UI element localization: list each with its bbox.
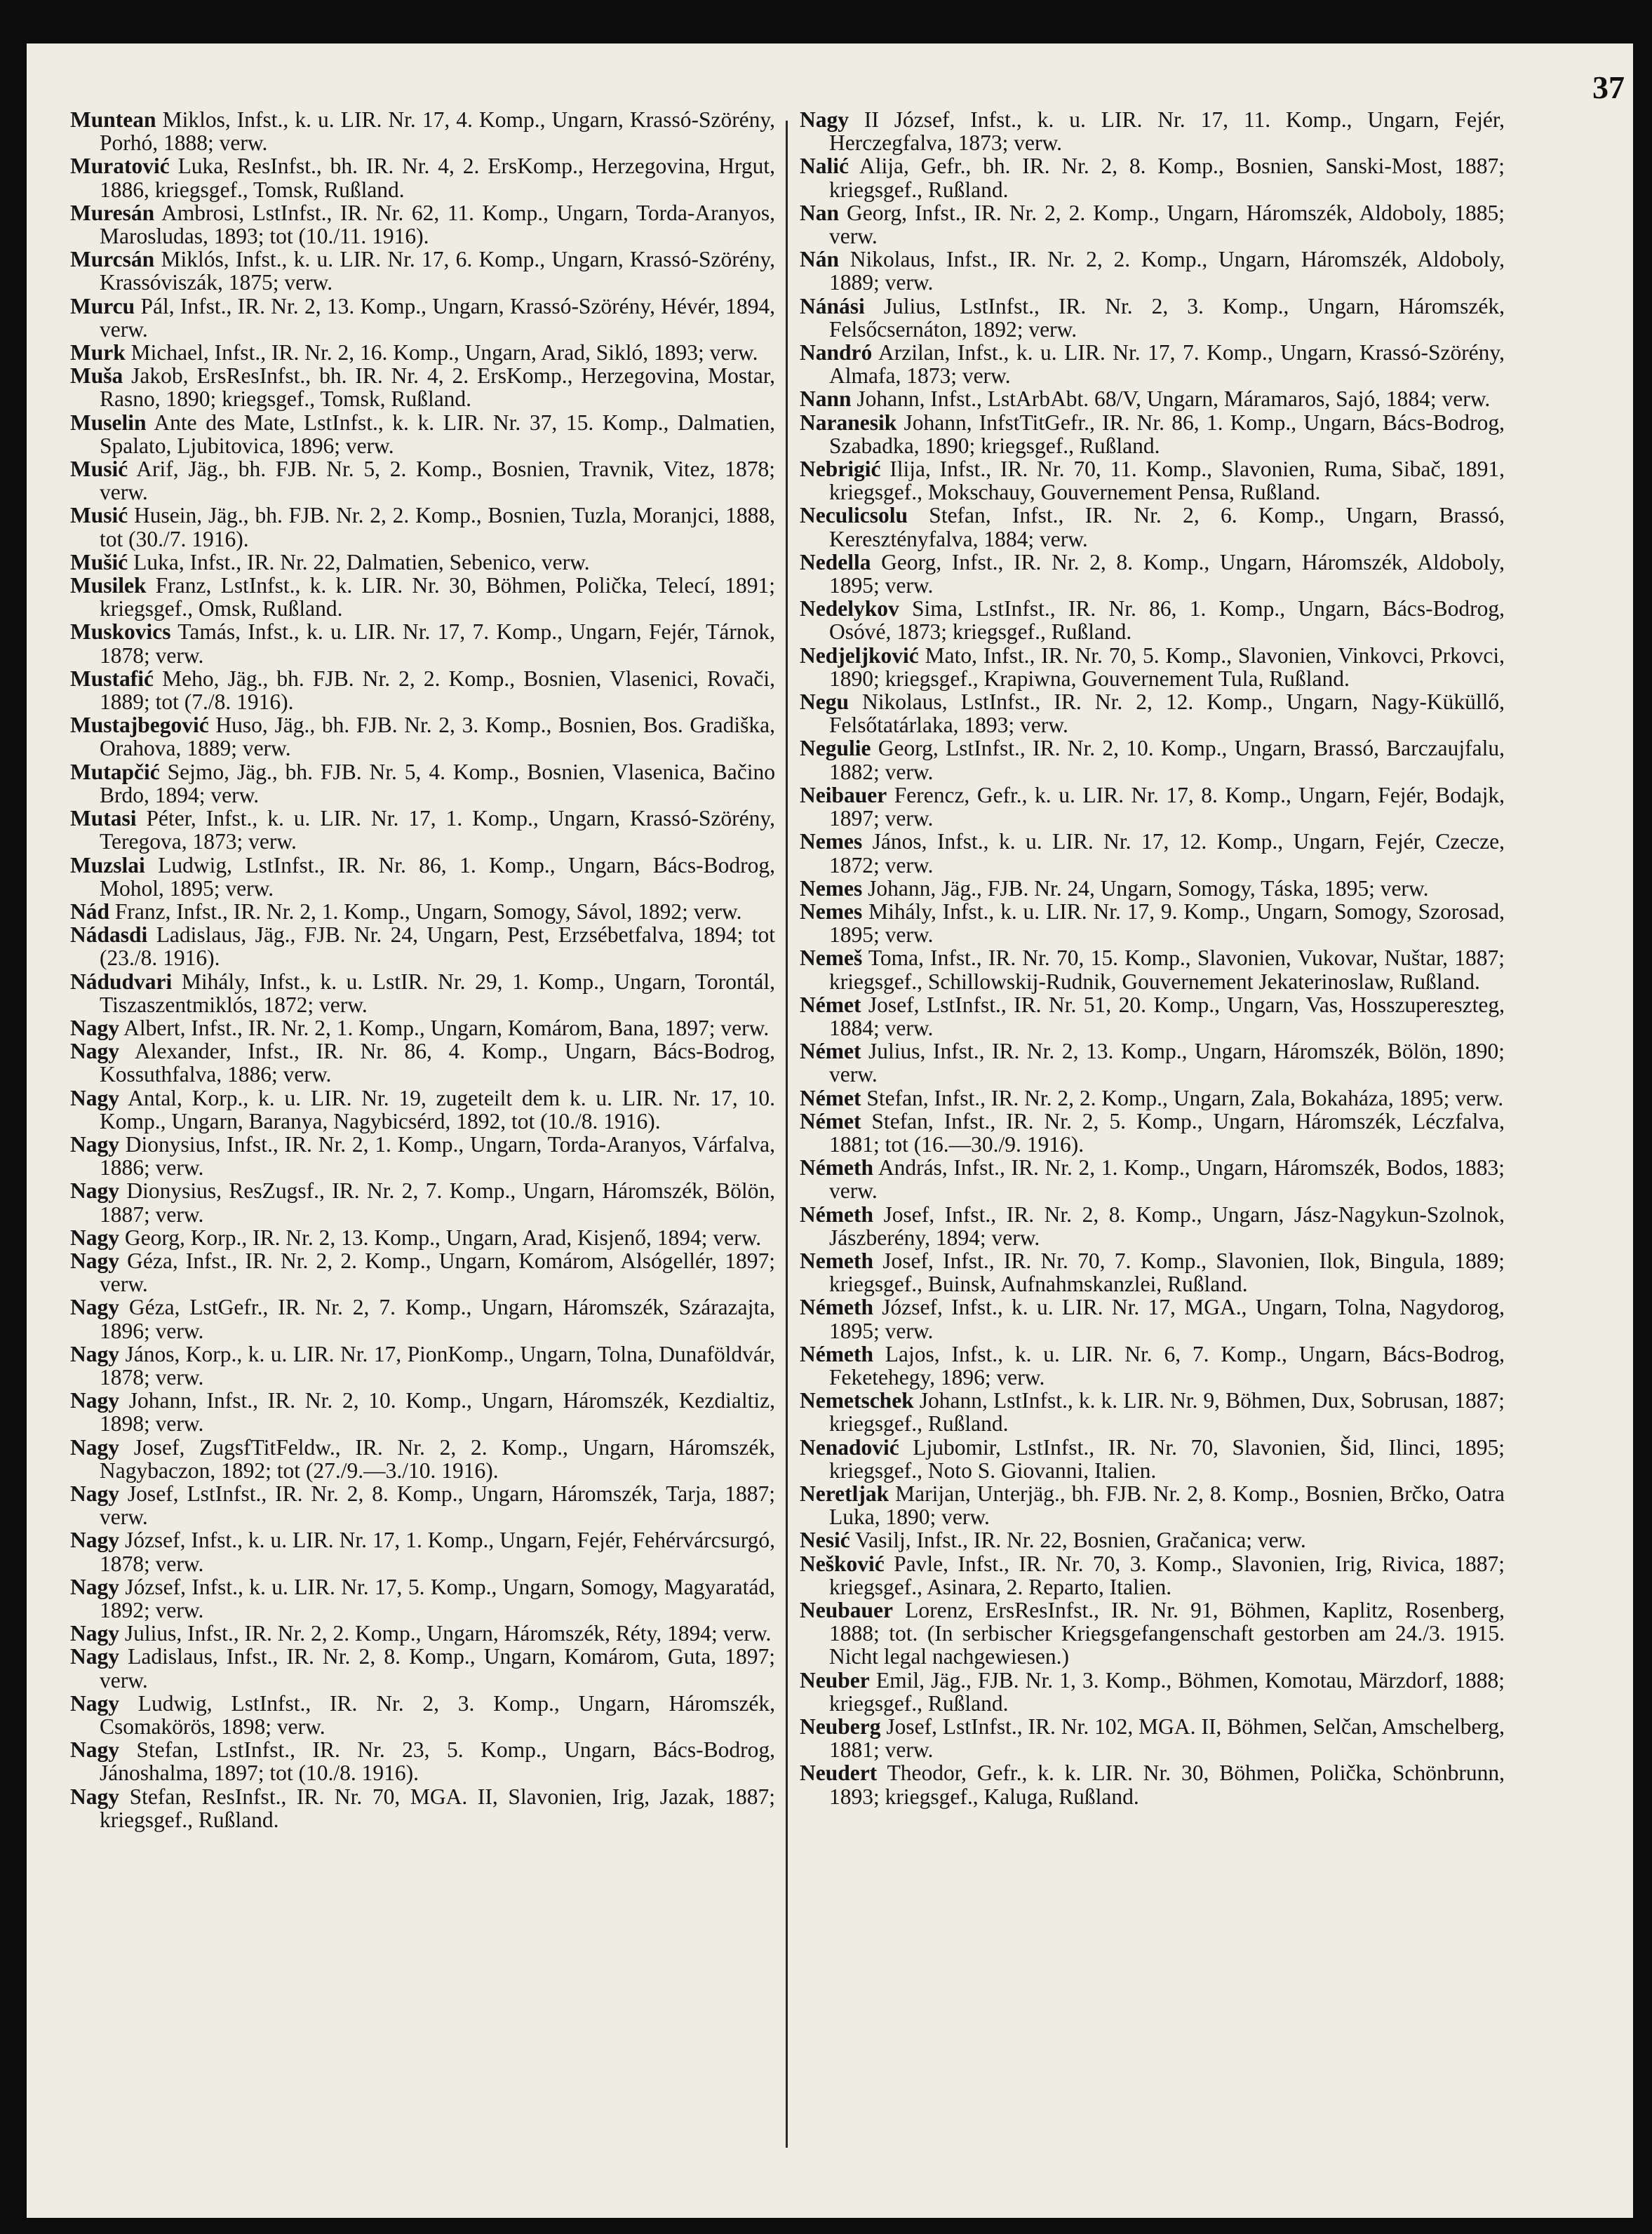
entry-surname: Nádasdi (70, 922, 148, 948)
entry-surname: Nalić (800, 154, 849, 179)
entry-details: Ladislaus, Jäg., FJB. Nr. 24, Ungarn, Pest, Erzsébetfalva, 1894; tot (23./8. 1916). (100, 922, 775, 971)
entry-details: Ilija, Infst., IR. Nr. 70, 11. Komp., Slavonien, Ruma, Sibač, 1891, kriegsgef., Mokschauy, Gouvernement Pensa, Rußland. (829, 457, 1505, 505)
entry-surname: Nagy (70, 1621, 119, 1646)
entry-details: Miklós, Infst., k. u. LIR. Nr. 17, 6. Komp., Ungarn, Krassó-Szörény, Krassóviszák, 1875; verw. (100, 247, 775, 295)
entry-details: Ferencz, Gefr., k. u. LIR. Nr. 17, 8. Komp., Ungarn, Fejér, Bodajk, 1897; verw. (829, 782, 1505, 831)
entry-surname: Nedella (800, 549, 871, 574)
entry-details: Arif, Jäg., bh. FJB. Nr. 5, 2. Komp., Bosnien, Travnik, Vitez, 1878; verw. (100, 457, 775, 505)
entry-details: Theodor, Gefr., k. k. LIR. Nr. 30, Böhmen, Polička, Schönbrunn, 1893; kriegsgef., Kaluga, Rußland. (829, 1761, 1505, 1809)
register-entry (800, 1249, 1505, 1296)
entry-details: Georg, Infst., IR. Nr. 2, 8. Komp., Ungarn, Háromszék, Aldoboly, 1895; verw. (829, 549, 1505, 598)
register-entry (800, 1343, 1505, 1389)
entry-details: Meho, Jäg., bh. FJB. Nr. 2, 2. Komp., Bosnien, Vlasenici, Rovači, 1889; tot (7./8. 1916). (100, 666, 775, 715)
entry-surname: Nagy (70, 1039, 119, 1064)
entry-surname: Nemeš (800, 946, 863, 971)
entry-surname: Nemes (800, 829, 863, 854)
entry-details: Huso, Jäg., bh. FJB. Nr. 2, 3. Komp., Bosnien, Bos. Gradiška, Orahova, 1889; verw. (100, 713, 775, 761)
entry-details: Pál, Infst., IR. Nr. 2, 13. Komp., Ungarn, Krassó-Szörény, Hévér, 1894, verw. (100, 293, 775, 342)
register-entry (70, 713, 775, 760)
entry-surname: Nandró (800, 340, 873, 365)
entry-surname: Német (800, 1085, 861, 1110)
entry-surname: Németh (800, 1341, 873, 1366)
left-column (70, 108, 775, 1831)
register-entry (800, 248, 1505, 294)
entry-details: II József, Infst., k. u. LIR. Nr. 17, 11. Komp., Ungarn, Fejér, Herczegfalva, 1873; verw. (829, 107, 1505, 156)
entry-surname: Nagy (800, 107, 849, 132)
entry-details: Julius, Infst., IR. Nr. 2, 13. Komp., Ungarn, Háromszék, Bölön, 1890; verw. (829, 1039, 1505, 1087)
register-entry (70, 1249, 775, 1296)
entry-details: Géza, LstGefr., IR. Nr. 2, 7. Komp., Ungarn, Háromszék, Szárazajta, 1896; verw. (100, 1295, 775, 1343)
register-entry (70, 411, 775, 457)
entry-surname: Német (800, 1108, 861, 1133)
register-entry (800, 644, 1505, 690)
register-entry (70, 295, 775, 341)
register-entry (70, 1622, 775, 1645)
entry-surname: Neibauer (800, 782, 887, 807)
entry-surname: Nagy (70, 1341, 119, 1366)
entry-details: Josef, ZugsfTitFeldw., IR. Nr. 2, 2. Komp., Ungarn, Háromszék, Nagybaczon, 1892; tot (27./9.—3./10. 1916). (100, 1434, 775, 1483)
entry-details: Ljubomir, LstInfst., IR. Nr. 70, Slavonien, Šid, Ilinci, 1895; kriegsgef., Noto S. Giovanni, Italien. (829, 1434, 1505, 1483)
entry-surname: Nagy (70, 1784, 119, 1809)
entry-details: Franz, Infst., IR. Nr. 2, 1. Komp., Ungarn, Somogy, Sávol, 1892; verw. (109, 899, 742, 924)
register-entry (800, 1039, 1505, 1086)
register-entry (800, 1715, 1505, 1761)
entry-details: Julius, LstInfst., IR. Nr. 2, 3. Komp., Ungarn, Háromszék, Felsőcsernáton, 1892; verw. (829, 293, 1505, 342)
document-page (27, 43, 1633, 2218)
entry-surname: Negulie (800, 736, 871, 761)
register-entry (800, 154, 1505, 201)
entry-details: Emil, Jäg., FJB. Nr. 1, 3. Komp., Böhmen, Komotau, Märzdorf, 1888; kriegsgef., Rußland. (829, 1667, 1505, 1716)
register-entry (70, 1296, 775, 1342)
entry-surname: Nagy (70, 1737, 119, 1763)
entry-details: Ladislaus, Infst., IR. Nr. 2, 8. Komp., Ungarn, Komárom, Guta, 1897; verw. (100, 1644, 775, 1693)
entry-details: Josef, LstInfst., IR. Nr. 51, 20. Komp., Ungarn, Vas, Hosszupereszteg, 1884; verw. (829, 992, 1505, 1040)
entry-surname: Nemes (800, 875, 863, 901)
register-entry (800, 1203, 1505, 1249)
entry-details: Johann, Infst., LstArbAbt. 68/V, Ungarn, Máramaros, Sajó, 1884; verw. (851, 386, 1491, 412)
entry-surname: Nann (800, 386, 852, 412)
entry-surname: Németh (800, 1295, 873, 1320)
entry-surname: Murcsán (70, 247, 155, 272)
register-entry (800, 551, 1505, 597)
entry-surname: Muša (70, 363, 123, 389)
entry-surname: Mustajbegović (70, 713, 209, 738)
entry-surname: Nagy (70, 1015, 119, 1040)
entry-surname: Nagy (70, 1574, 119, 1599)
entry-details: János, Korp., k. u. LIR. Nr. 17, PionKomp., Ungarn, Tolna, Dunaföldvár, 1878; verw. (100, 1341, 775, 1389)
entry-surname: Muresán (70, 200, 155, 225)
register-entry (800, 946, 1505, 992)
entry-details: Péter, Infst., k. u. LIR. Nr. 17, 1. Komp., Ungarn, Krassó-Szörény, Teregova, 1873; verw. (100, 806, 775, 854)
register-entry (70, 154, 775, 201)
entry-surname: Neudert (800, 1761, 878, 1786)
entry-details: Ludwig, LstInfst., IR. Nr. 86, 1. Komp., Ungarn, Bács-Bodrog, Mohol, 1895; verw. (100, 852, 775, 901)
register-entry (70, 1016, 775, 1039)
entry-details: Jakob, ErsResInfst., bh. IR. Nr. 4, 2. ErsKomp., Herzegovina, Mostar, Rasno, 1890; kriegsgef., Tomsk, Rußland. (100, 363, 775, 412)
entry-details: Arzilan, Infst., k. u. LIR. Nr. 17, 7. Komp., Ungarn, Krassó-Szörény, Almafa, 1873; verw. (829, 340, 1505, 389)
register-entry (70, 667, 775, 713)
entry-details: Sejmo, Jäg., bh. FJB. Nr. 5, 4. Komp., Bosnien, Vlasenica, Bačino Brdo, 1894; verw. (100, 759, 775, 807)
entry-surname: Nádudvari (70, 969, 173, 994)
entry-details: Johann, Infst., IR. Nr. 2, 10. Komp., Ungarn, Háromszék, Kezdialtiz, 1898; verw. (100, 1388, 775, 1436)
entry-details: Luka, ResInfst., bh. IR. Nr. 4, 2. ErsKomp., Herzegovina, Hrgut, 1886, kriegsgef., Tomsk, Rußland. (100, 154, 775, 202)
register-entry (800, 341, 1505, 387)
register-entry (70, 108, 775, 154)
register-entry (70, 248, 775, 294)
register-entry (800, 387, 1505, 410)
entry-details: Albert, Infst., IR. Nr. 2, 1. Komp., Ungarn, Komárom, Bana, 1897; verw. (119, 1015, 770, 1040)
entry-details: Nikolaus, Infst., IR. Nr. 2, 2. Komp., Ungarn, Háromszék, Aldoboly, 1889; verw. (829, 247, 1505, 295)
entry-details: Johann, Jäg., FJB. Nr. 24, Ungarn, Somogy, Táska, 1895; verw. (862, 875, 1429, 901)
entry-details: Lajos, Infst., k. u. LIR. Nr. 6, 7. Komp., Ungarn, Bács-Bodrog, Feketehegy, 1896; verw. (829, 1341, 1505, 1389)
register-entry (800, 201, 1505, 248)
register-entry (70, 854, 775, 900)
entry-surname: Nemes (800, 899, 863, 924)
entry-details: Luka, Infst., IR. Nr. 22, Dalmatien, Sebenico, verw. (128, 549, 590, 574)
entry-surname: Nan (800, 200, 840, 225)
entry-details: János, Infst., k. u. LIR. Nr. 17, 12. Komp., Ungarn, Fejér, Czecze, 1872; verw. (829, 829, 1505, 877)
register-entry (70, 1039, 775, 1086)
register-entry (70, 1436, 775, 1482)
register-entry (70, 504, 775, 550)
entry-details: Ambrosi, LstInfst., IR. Nr. 62, 11. Komp., Ungarn, Torda-Aranyos, Marosludas, 1893; tot (10./11. 1916). (100, 200, 775, 249)
entry-surname: Negu (800, 689, 849, 715)
register-entry (800, 1552, 1505, 1599)
register-entry (800, 1482, 1505, 1528)
entry-surname: Musić (70, 457, 128, 482)
register-entry (70, 1086, 775, 1133)
entry-surname: Naranesik (800, 410, 897, 435)
register-entry (800, 597, 1505, 643)
entry-details: Georg, Korp., IR. Nr. 2, 13. Komp., Ungarn, Arad, Kisjenő, 1894; verw. (119, 1225, 762, 1250)
register-entry (800, 736, 1505, 783)
register-entry (70, 620, 775, 666)
entry-surname: Murk (70, 340, 126, 365)
register-entry (800, 1389, 1505, 1435)
register-entry (800, 1436, 1505, 1482)
entry-surname: Nánási (800, 293, 865, 318)
entry-details: Stefan, LstInfst., IR. Nr. 23, 5. Komp., Ungarn, Bács-Bodrog, Jánoshalma, 1897; tot (10./8. 1916). (100, 1737, 775, 1786)
entry-surname: Nagy (70, 1295, 119, 1320)
entry-details: Stefan, Infst., IR. Nr. 2, 5. Komp., Ungarn, Háromszék, Léczfalva, 1881; tot (16.—30./9. 1916). (829, 1108, 1505, 1157)
entry-details: Stefan, Infst., IR. Nr. 2, 2. Komp., Ungarn, Zala, Bokaháza, 1895; verw. (861, 1085, 1504, 1110)
register-entry (70, 1389, 775, 1435)
entry-surname: Nemetschek (800, 1388, 914, 1413)
entry-surname: Mušić (70, 549, 128, 574)
register-entry (800, 504, 1505, 550)
entry-details: Alija, Gefr., bh. IR. Nr. 2, 8. Komp., Bosnien, Sanski-Most, 1887; kriegsgef., Rußland. (829, 154, 1505, 202)
entry-surname: Nagy (70, 1131, 119, 1157)
entry-surname: Muntean (70, 107, 156, 132)
register-entry (800, 457, 1505, 504)
register-entry (70, 760, 775, 807)
register-entry (70, 807, 775, 853)
register-entry (800, 1599, 1505, 1669)
entry-details: Stefan, Infst., IR. Nr. 2, 6. Komp., Ungarn, Brassó, Keresztényfalva, 1884; verw. (829, 503, 1505, 551)
register-entry (70, 1692, 775, 1738)
entry-surname: Mutapčić (70, 759, 160, 784)
entry-details: József, Infst., k. u. LIR. Nr. 17, 5. Komp., Ungarn, Somogy, Magyaratád, 1892; verw. (100, 1574, 775, 1622)
entry-surname: Németh (800, 1202, 873, 1227)
entry-details: Husein, Jäg., bh. FJB. Nr. 2, 2. Komp., Bosnien, Tuzla, Moranjci, 1888, tot (30./7. 1916). (100, 503, 775, 551)
entry-surname: Németh (800, 1155, 873, 1180)
entry-surname: Nagy (70, 1085, 119, 1110)
register-entry (70, 970, 775, 1016)
register-entry (800, 411, 1505, 457)
entry-details: József, Infst., k. u. LIR. Nr. 17, 1. Komp., Ungarn, Fejér, Fehérvárcsurgó, 1878; verw. (100, 1528, 775, 1576)
register-entry (800, 1296, 1505, 1342)
entry-surname: Nagy (70, 1225, 119, 1250)
register-entry (800, 877, 1505, 900)
entry-details: Michael, Infst., IR. Nr. 2, 16. Komp., Ungarn, Arad, Sikló, 1893; verw. (125, 340, 758, 365)
entry-details: Josef, LstInfst., IR. Nr. 102, MGA. II, Böhmen, Selčan, Amschelberg, 1881; verw. (829, 1714, 1505, 1763)
entry-details: Marijan, Unterjäg., bh. FJB. Nr. 2, 8. Komp., Bosnien, Brčko, Oatra Luka, 1890; verw. (829, 1481, 1505, 1530)
entry-surname: Neuber (800, 1667, 870, 1693)
entry-details: Johann, InfstTitGefr., IR. Nr. 86, 1. Komp., Ungarn, Bács-Bodrog, Szabadka, 1890; kriegsgef., Rußland. (829, 410, 1505, 458)
entry-details: Mihály, Infst., k. u. LIR. Nr. 17, 9. Komp., Ungarn, Somogy, Szorosad, 1895; verw. (829, 899, 1505, 948)
entry-surname: Nemeth (800, 1248, 873, 1273)
entry-surname: Neuberg (800, 1714, 881, 1740)
register-entry (70, 364, 775, 410)
register-entry (70, 1133, 775, 1179)
register-entry (800, 108, 1505, 154)
entry-surname: Nagy (70, 1178, 119, 1204)
entry-surname: Nagy (70, 1644, 119, 1669)
entry-surname: Nagy (70, 1388, 119, 1413)
entry-surname: Murcu (70, 293, 135, 318)
entry-details: Johann, LstInfst., k. k. LIR. Nr. 9, Böhmen, Dux, Sobrusan, 1887; kriegsgef., Rußland. (829, 1388, 1505, 1436)
entry-details: Antal, Korp., k. u. LIR. Nr. 19, zugeteilt dem k. u. LIR. Nr. 17, 10. Komp., Ungarn, Baranya, Nagybicsérd, 1892, tot (10./8. 1916). (100, 1085, 775, 1133)
entry-surname: Nagy (70, 1528, 119, 1553)
register-entry (70, 900, 775, 923)
entry-details: József, Infst., k. u. LIR. Nr. 17, MGA., Ungarn, Tolna, Nagydorog, 1895; verw. (829, 1295, 1505, 1343)
register-entry (800, 830, 1505, 876)
entry-details: Ludwig, LstInfst., IR. Nr. 2, 3. Komp., Ungarn, Háromszék, Csomakörös, 1898; verw. (100, 1690, 775, 1740)
register-entry (70, 1179, 775, 1225)
entry-surname: Nagy (70, 1690, 119, 1716)
entry-details: Ante des Mate, LstInfst., k. k. LIR. Nr. 37, 15. Komp., Dalmatien, Spalato, Ljubitovica, 1896; verw. (100, 410, 775, 458)
page-number: 37 (1592, 69, 1625, 105)
register-entry (800, 993, 1505, 1039)
entry-surname: Nagy (70, 1248, 119, 1273)
entry-surname: Német (800, 992, 861, 1017)
register-entry (800, 295, 1505, 341)
entry-surname: Nád (70, 899, 110, 924)
register-entry (70, 551, 775, 574)
entry-surname: Neculicsolu (800, 503, 908, 528)
register-entry (70, 574, 775, 620)
register-entry (70, 1343, 775, 1389)
entry-surname: Nedelykov (800, 596, 899, 621)
entry-details: Sima, LstInfst., IR. Nr. 86, 1. Komp., Ungarn, Bács-Bodrog, Osóvé, 1873; kriegsgef., Rußland. (829, 596, 1505, 645)
entry-surname: Nenadović (800, 1434, 899, 1460)
entry-details: Georg, LstInfst., IR. Nr. 2, 10. Komp., Ungarn, Brassó, Barczaujfalu, 1882; verw. (829, 736, 1505, 784)
entry-surname: Nagy (70, 1481, 119, 1506)
entry-details: Géza, Infst., IR. Nr. 2, 2. Komp., Ungarn, Komárom, Alsógellér, 1897; verw. (100, 1248, 775, 1297)
entry-surname: Musilek (70, 573, 147, 598)
entry-surname: Muratović (70, 154, 170, 179)
entry-surname: Mustafić (70, 666, 154, 691)
entry-details: Dionysius, Infst., IR. Nr. 2, 1. Komp., Ungarn, Torda-Aranyos, Várfalva, 1886; verw. (100, 1131, 775, 1180)
entry-details: Tamás, Infst., k. u. LIR. Nr. 17, 7. Komp., Ungarn, Fejér, Tárnok, 1878; verw. (100, 619, 775, 668)
register-entry (70, 201, 775, 248)
entry-details: Julius, Infst., IR. Nr. 2, 2. Komp., Ungarn, Háromszék, Réty, 1894; verw. (119, 1621, 772, 1646)
entry-surname: Nán (800, 247, 840, 272)
entry-details: Lorenz, ErsResInfst., IR. Nr. 91, Böhmen, Kaplitz, Rosenberg, 1888; tot. (In serbischer Kriegsgefangenschaft gestorben am 24./3. 1915. Nicht legal nachgewiesen.) (829, 1598, 1505, 1669)
entry-surname: Muselin (70, 410, 147, 435)
entry-details: Josef, Infst., IR. Nr. 2, 8. Komp., Ungarn, Jász-Nagykun-Szolnok, Jászberény, 1894; verw. (829, 1202, 1505, 1250)
register-entry (70, 1738, 775, 1784)
entry-surname: Neretljak (800, 1481, 889, 1506)
entry-surname: Musić (70, 503, 128, 528)
register-entry (800, 690, 1505, 736)
entry-surname: Nebrigić (800, 457, 881, 482)
register-entry (70, 1482, 775, 1528)
entry-details: Josef, Infst., IR. Nr. 70, 7. Komp., Slavonien, Ilok, Bingula, 1889; kriegsgef., Buinsk, Aufnahmskanzlei, Rußland. (829, 1248, 1505, 1297)
register-entry (800, 1110, 1505, 1156)
register-entry (70, 457, 775, 504)
register-entry (800, 1761, 1505, 1808)
entry-details: Vasilj, Infst., IR. Nr. 22, Bosnien, Gračanica; verw. (849, 1528, 1306, 1553)
register-entry (800, 783, 1505, 830)
entry-details: Stefan, ResInfst., IR. Nr. 70, MGA. II, Slavonien, Irig, Jazak, 1887; kriegsgef., Rußland. (100, 1784, 775, 1832)
register-entry (70, 1645, 775, 1691)
register-entry (800, 1528, 1505, 1552)
register-entry (70, 341, 775, 364)
register-entry (70, 1226, 775, 1249)
entry-details: Josef, LstInfst., IR. Nr. 2, 8. Komp., Ungarn, Háromszék, Tarja, 1887; verw. (100, 1481, 775, 1530)
entry-details: Mihály, Infst., k. u. LstIR. Nr. 29, 1. Komp., Ungarn, Torontál, Tiszaszentmiklós, 1872; verw. (100, 969, 775, 1017)
entry-surname: Nesić (800, 1528, 850, 1553)
entry-details: András, Infst., IR. Nr. 2, 1. Komp., Ungarn, Háromszék, Bodos, 1883; verw. (829, 1155, 1505, 1204)
register-entry (800, 900, 1505, 946)
entry-details: Dionysius, ResZugsf., IR. Nr. 2, 7. Komp., Ungarn, Háromszék, Bölön, 1887; verw. (100, 1178, 775, 1227)
register-entry (70, 923, 775, 969)
entry-details: Alexander, Infst., IR. Nr. 86, 4. Komp., Ungarn, Bács-Bodrog, Kossuthfalva, 1886; verw. (100, 1039, 775, 1087)
entry-surname: Német (800, 1039, 861, 1064)
entry-surname: Neubauer (800, 1598, 893, 1622)
entry-surname: Muzslai (70, 852, 145, 877)
register-entry (70, 1575, 775, 1622)
register-entry (800, 1086, 1505, 1110)
column-divider (786, 121, 788, 2148)
entry-details: Mato, Infst., IR. Nr. 70, 5. Komp., Slavonien, Vinkovci, Prkovci, 1890; kriegsgef., Krapiwna, Gouvernement Tula, Rußland. (829, 642, 1505, 691)
entry-details: Pavle, Infst., IR. Nr. 70, 3. Komp., Slavonien, Irig, Rivica, 1887; kriegsgef., Asinara, 2. Reparto, Italien. (829, 1551, 1505, 1599)
entry-details: Toma, Infst., IR. Nr. 70, 15. Komp., Slavonien, Vukovar, Nuštar, 1887; kriegsgef., Schillowskij-Rudnik, Gouvernement Jekaterinoslaw, Rußland. (829, 946, 1505, 994)
register-entry (800, 1156, 1505, 1202)
entry-details: Nikolaus, LstInfst., IR. Nr. 2, 12. Komp., Ungarn, Nagy-Küküllő, Felsőtatárlaka, 1893; verw. (829, 689, 1505, 738)
entry-surname: Mutasi (70, 806, 137, 831)
right-column (800, 108, 1505, 1808)
entry-surname: Nedjeljković (800, 642, 919, 668)
register-entry (800, 1669, 1505, 1715)
register-entry (70, 1528, 775, 1575)
entry-details: Franz, LstInfst., k. k. LIR. Nr. 30, Böhmen, Polička, Telecí, 1891; kriegsgef., Omsk, Rußland. (100, 573, 775, 621)
entry-details: Georg, Infst., IR. Nr. 2, 2. Komp., Ungarn, Háromszék, Aldoboly, 1885; verw. (829, 200, 1505, 249)
entry-surname: Nagy (70, 1434, 119, 1460)
entry-surname: Nešković (800, 1551, 885, 1576)
register-entry (70, 1785, 775, 1831)
entry-details: Miklos, Infst., k. u. LIR. Nr. 17, 4. Komp., Ungarn, Krassó-Szörény, Porhó, 1888; verw. (100, 107, 775, 156)
entry-surname: Muskovics (70, 619, 171, 645)
